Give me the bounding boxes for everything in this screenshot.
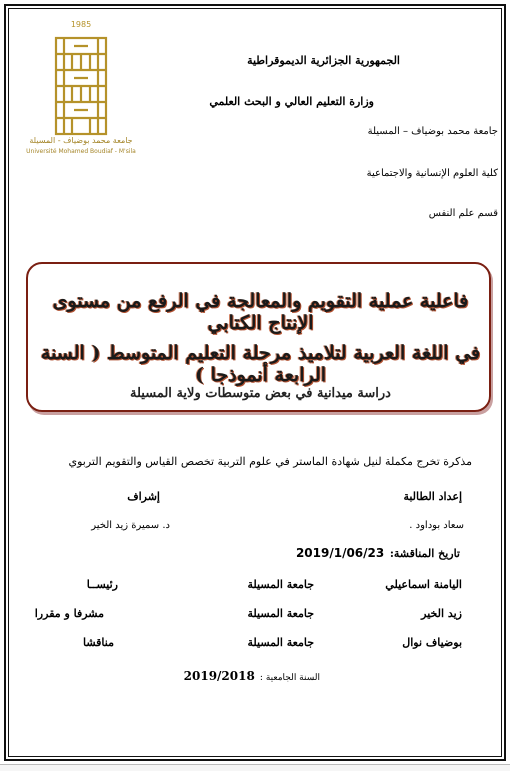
university-logo: [22, 20, 140, 160]
university-emblem-icon: [22, 28, 140, 142]
university-name: جامعة محمد بوضياف – المسيلة: [367, 126, 498, 137]
thesis-title-line-2: في اللغة العربية لتلاميذ مرحلة التعليم المتوسط ( السنة الرابعة أنموذجا ): [40, 342, 481, 386]
department-name: قسم علم النفس: [428, 208, 498, 219]
committee-member-role: مناقشا: [83, 636, 114, 649]
prepared-by-label: إعداد الطالبة: [403, 490, 462, 503]
committee-member-name: بوضياف نوال: [402, 636, 462, 649]
supervision-label: إشراف: [127, 490, 160, 503]
logo-name-french: Université Mohamed Boudiaf - M'sila: [26, 148, 136, 155]
logo-name-arabic: جامعة محمد بوضياف - المسيلة: [29, 136, 133, 145]
supervisor-name: د. سميرة زيد الخير: [91, 520, 170, 531]
committee-member-name: اليامنة اسماعيلي: [385, 578, 462, 591]
academic-year-value: 2019/2018: [183, 669, 255, 683]
committee-member-institution: جامعة المسيلة: [247, 607, 314, 620]
republic-name: الجمهورية الجزائرية الديموقراطية: [247, 54, 400, 67]
academic-year-label: السنة الجامعية :: [259, 673, 320, 683]
student-name: سعاد بوداود .: [409, 520, 464, 531]
logo-year: 1985: [70, 20, 92, 29]
defense-date: [296, 542, 460, 561]
thesis-subtitle: دراسة ميدانية في بعض متوسطات ولاية المسيلة: [130, 386, 391, 401]
committee-member-role: مشرفا و مقررا: [34, 607, 104, 620]
academic-year: [184, 665, 320, 684]
committee-member-role: رئيســا: [86, 578, 118, 591]
defense-date-value: 2019/1/06/23: [295, 546, 385, 560]
thesis-title-line-1: فاعلية عملية التقويم والمعالجة في الرفع من مستوى الإنتاج الكتابي: [52, 290, 469, 334]
defense-date-label: تاريخ المناقشة:: [389, 547, 460, 560]
ministry-name: وزارة التعليم العالي و البحث العلمي: [209, 95, 374, 108]
faculty-name: كلية العلوم الإنسانية والاجتماعية: [366, 168, 498, 179]
committee-member-name: زيد الخير: [421, 607, 462, 620]
committee-member-institution: جامعة المسيلة: [247, 578, 314, 591]
committee-member-institution: جامعة المسيلة: [247, 636, 314, 649]
thesis-degree-note: مذكرة تخرج مكملة لنيل شهادة الماستر في علوم التربية تخصص القياس والتقويم التربوي: [68, 455, 472, 468]
thesis-title-box: [26, 262, 491, 412]
